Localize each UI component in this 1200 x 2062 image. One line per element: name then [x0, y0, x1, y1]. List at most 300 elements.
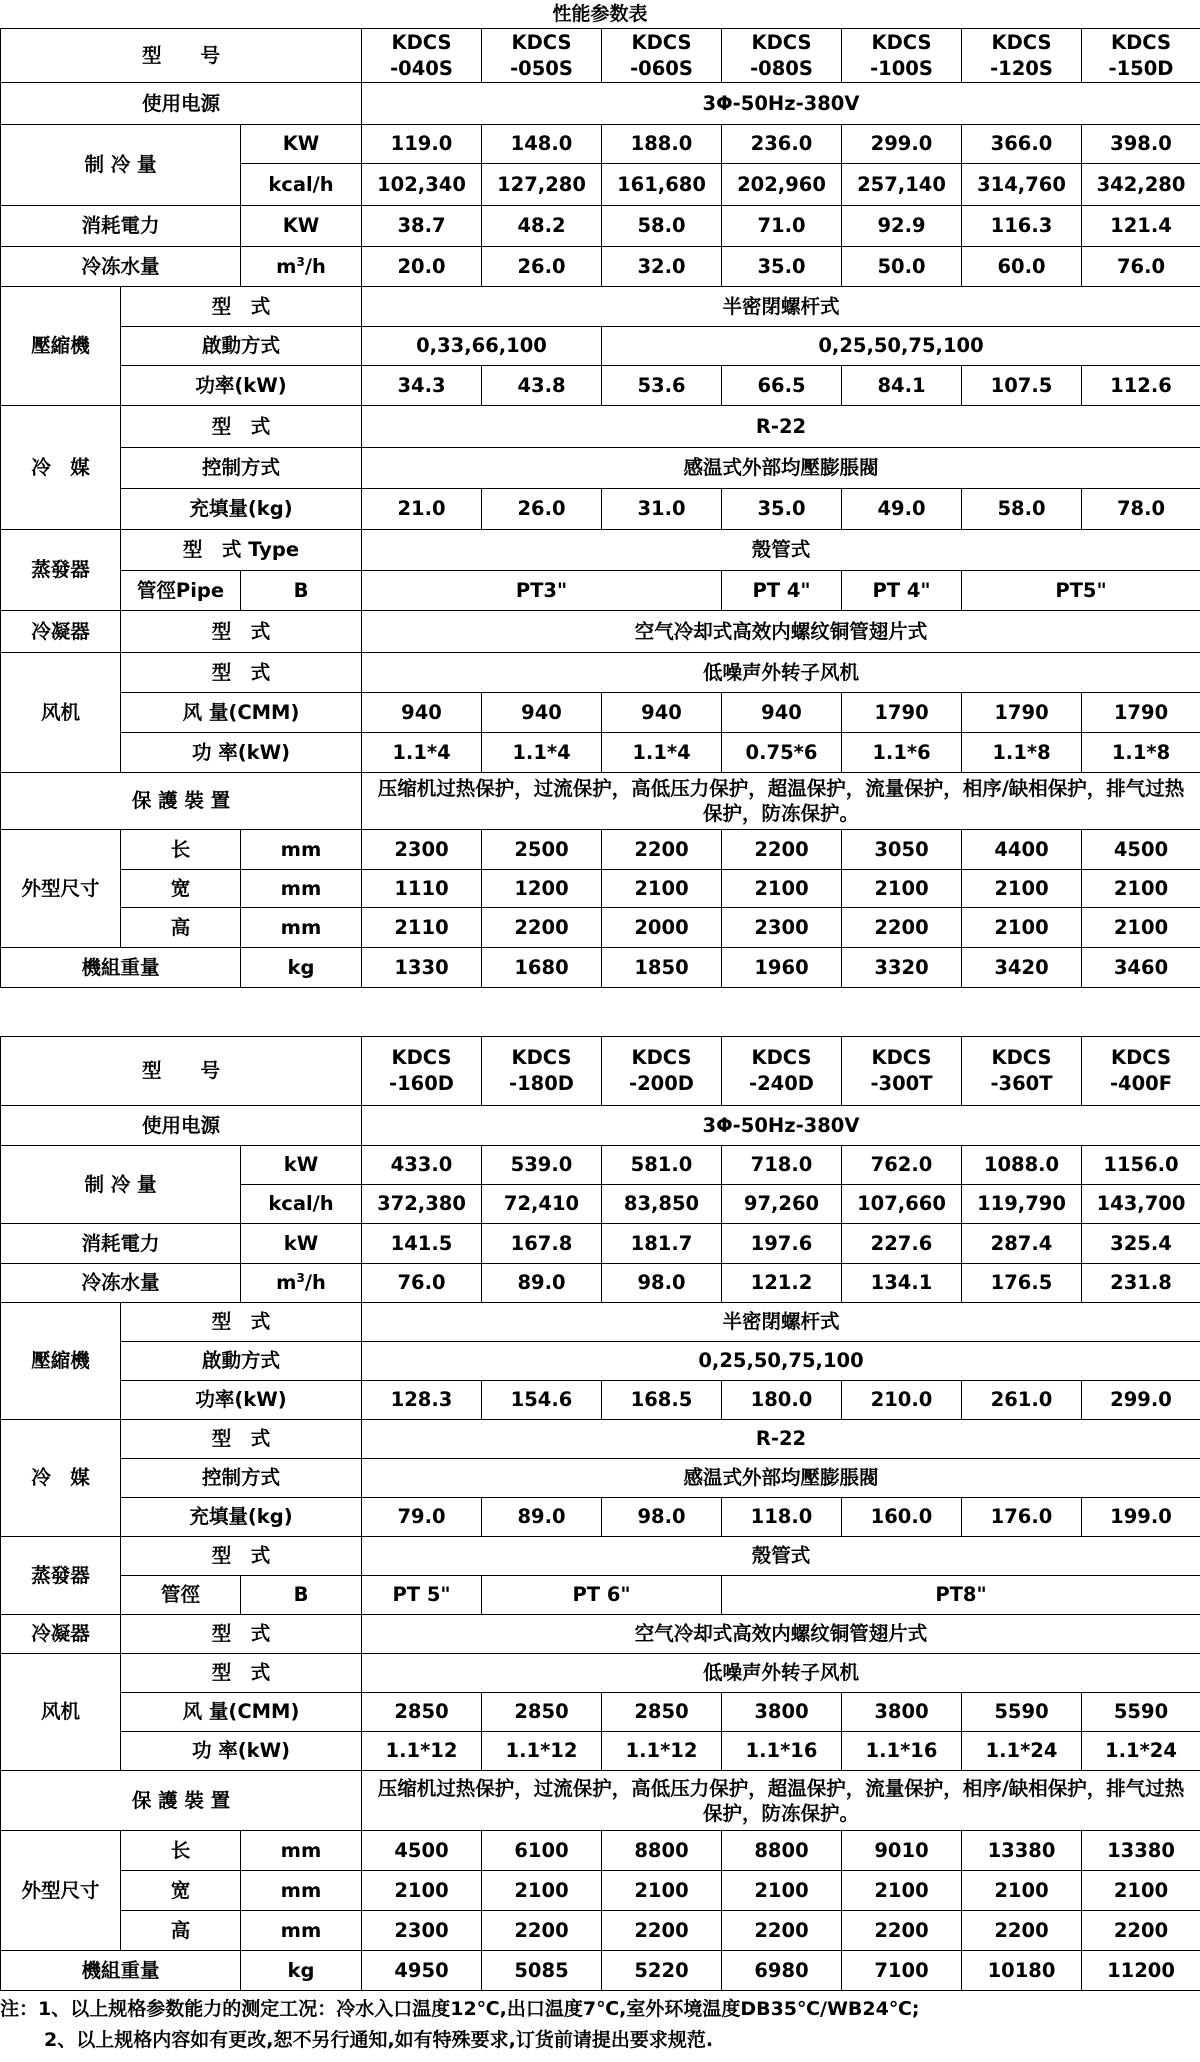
value-cell: 366.0 — [962, 125, 1082, 164]
airflow-label: 风 量(CMM) — [121, 693, 362, 733]
refrigerant-type-row — [1, 406, 1200, 448]
value-cell: 1960 — [722, 948, 842, 988]
unit-label: mm — [241, 1831, 362, 1871]
value-cell: 72,410 — [482, 1185, 602, 1224]
airflow-row — [1, 1693, 1200, 1732]
airflow-label: 风 量(CMM) — [121, 1693, 362, 1732]
value-cell: 43.8 — [482, 366, 602, 406]
power-kw-label: 功率(kW) — [121, 1381, 362, 1420]
control-mode-label: 控制方式 — [121, 448, 362, 489]
value-cell: 342,280 — [1082, 164, 1200, 206]
value-cell: 188.0 — [602, 125, 722, 164]
protection-label: 保 護 裝 置 — [1, 773, 362, 830]
model-cell: KDCS -200D — [602, 1037, 722, 1106]
value-cell: 49.0 — [842, 489, 962, 530]
fan-power-row — [1, 733, 1200, 773]
evaporator-type-row — [1, 1537, 1200, 1576]
value-cell: 21.0 — [362, 489, 482, 530]
start-mode-label: 啟動方式 — [121, 327, 362, 366]
charge-row — [1, 1498, 1200, 1537]
value-cell: 5220 — [602, 1951, 722, 1991]
fan-type-row — [1, 1654, 1200, 1693]
value-cell: 141.5 — [362, 1224, 482, 1264]
value-cell: 154.6 — [482, 1381, 602, 1420]
power-supply-row — [1, 1106, 1200, 1146]
charge-label: 充填量(kg) — [121, 489, 362, 530]
value-cell: 128.3 — [362, 1381, 482, 1420]
value-cell: 71.0 — [722, 206, 842, 247]
evaporator-type-value: 殼管式 — [362, 530, 1200, 571]
value-cell: 5590 — [1082, 1693, 1200, 1732]
value-cell: 2300 — [362, 1911, 482, 1951]
value-cell: 1.1*12 — [602, 1732, 722, 1771]
value-cell: 398.0 — [1082, 125, 1200, 164]
value-cell: 98.0 — [602, 1264, 722, 1303]
unit-label: B — [241, 1576, 362, 1615]
value-cell: 1.1*4 — [602, 733, 722, 773]
pipe-value: PT 4" — [842, 571, 962, 611]
value-cell: 1.1*12 — [362, 1732, 482, 1771]
value-cell: 116.3 — [962, 206, 1082, 247]
value-cell: 20.0 — [362, 247, 482, 287]
value-cell: 97,260 — [722, 1185, 842, 1224]
cooling-label: 制 冷 量 — [1, 125, 241, 206]
value-cell: 76.0 — [362, 1264, 482, 1303]
fan-label: 风机 — [1, 653, 121, 773]
table-title: 性能参数表 — [552, 3, 648, 25]
value-cell: 121.4 — [1082, 206, 1200, 247]
footnotes — [0, 1994, 1200, 2056]
model-cell: KDCS -040S — [362, 29, 482, 83]
start-mode-value: 0,25,50,75,100 — [602, 327, 1200, 366]
value-cell: 433.0 — [362, 1146, 482, 1185]
value-cell: 1850 — [602, 948, 722, 988]
condenser-label: 冷凝器 — [1, 1615, 121, 1654]
value-cell: 118.0 — [722, 1498, 842, 1537]
unit-label: $m^3/h$ — [241, 247, 362, 287]
refrigerant-label: 冷 媒 — [1, 1420, 121, 1537]
type-label: 型 式 — [121, 406, 362, 448]
value-cell: 1.1*8 — [962, 733, 1082, 773]
start-mode-row — [1, 1342, 1200, 1381]
value-cell: 26.0 — [482, 489, 602, 530]
power-kw-label: 功率(kW) — [121, 366, 362, 406]
type-label: 型 式 — [121, 1303, 362, 1342]
unit-label: kcal/h — [241, 1185, 362, 1224]
value-cell: 34.3 — [362, 366, 482, 406]
compressor-label: 壓縮機 — [1, 1303, 121, 1420]
condenser-row — [1, 611, 1200, 653]
value-cell: 143,700 — [1082, 1185, 1200, 1224]
value-cell: 3050 — [842, 830, 962, 870]
charge-label: 充填量(kg) — [121, 1498, 362, 1537]
unit-label: mm — [241, 1911, 362, 1951]
value-cell: 1790 — [1082, 693, 1200, 733]
pipe-row — [1, 571, 1200, 611]
evaporator-type-row — [1, 530, 1200, 571]
model-cell: KDCS -240D — [722, 1037, 842, 1106]
weight-label: 機組重量 — [1, 1951, 241, 1991]
value-cell: 176.0 — [962, 1498, 1082, 1537]
fan-power-label: 功 率(kW) — [121, 733, 362, 773]
value-cell: 13380 — [1082, 1831, 1200, 1871]
value-cell: 26.0 — [482, 247, 602, 287]
refrigerant-value: R-22 — [362, 1420, 1200, 1459]
footnote-line: 注：1、以上规格参数能力的测定工况：冷水入口温度12℃,出口温度7℃,室外环境温度DB35℃/WB24℃; — [0, 1998, 920, 2020]
control-mode-row — [1, 1459, 1200, 1498]
model-row — [1, 1037, 1200, 1106]
condenser-value: 空气冷却式高效内螺纹铜管翅片式 — [362, 1615, 1200, 1654]
value-cell: 372,380 — [362, 1185, 482, 1224]
value-cell: 1680 — [482, 948, 602, 988]
start-mode-row — [1, 327, 1200, 366]
condenser-value: 空气冷却式高效内螺纹铜管翅片式 — [362, 611, 1200, 653]
condenser-label: 冷凝器 — [1, 611, 121, 653]
height-row — [1, 1911, 1200, 1951]
value-cell: 1.1*12 — [482, 1732, 602, 1771]
value-cell: 299.0 — [842, 125, 962, 164]
value-cell: 1.1*24 — [1082, 1732, 1200, 1771]
compressor-power-row — [1, 366, 1200, 406]
value-cell: 257,140 — [842, 164, 962, 206]
height-label: 高 — [121, 1911, 241, 1951]
value-cell: 2100 — [962, 908, 1082, 948]
height-label: 高 — [121, 908, 241, 948]
pipe-row — [1, 1576, 1200, 1615]
type-label: 型 式 — [121, 1537, 362, 1576]
pipe-label: 管徑Pipe — [121, 571, 241, 611]
pipe-value: PT8" — [722, 1576, 1200, 1615]
value-cell: 102,340 — [362, 164, 482, 206]
type-label: 型 式 — [121, 287, 362, 327]
value-cell: 7100 — [842, 1951, 962, 1991]
value-cell: 2500 — [482, 830, 602, 870]
power-consumption-row — [1, 1224, 1200, 1264]
unit-label: $m^3/h$ — [241, 1264, 362, 1303]
compressor-type-row — [1, 287, 1200, 327]
dimensions-label: 外型尺寸 — [1, 1831, 121, 1951]
value-cell: 92.9 — [842, 206, 962, 247]
unit-label: B — [241, 571, 362, 611]
model-row — [1, 29, 1200, 83]
compressor-type-value: 半密閉螺杆式 — [362, 1303, 1200, 1342]
value-cell: 4500 — [1082, 830, 1200, 870]
value-cell: 2200 — [842, 908, 962, 948]
value-cell: 2100 — [602, 1871, 722, 1911]
value-cell: 2100 — [1082, 870, 1200, 908]
value-cell: 107,660 — [842, 1185, 962, 1224]
protection-row — [1, 773, 1200, 830]
chilled-water-row — [1, 247, 1200, 287]
value-cell: 31.0 — [602, 489, 722, 530]
power-supply-value: 3Φ-50Hz-380V — [362, 83, 1200, 125]
value-cell: 2200 — [482, 908, 602, 948]
dimensions-label: 外型尺寸 — [1, 830, 121, 948]
value-cell: 2200 — [482, 1911, 602, 1951]
protection-value: 压缩机过热保护，过流保护，高低压力保护，超温保护，流量保护，相序/缺相保护，排气过热保护，防冻保护。 — [362, 773, 1200, 830]
pipe-value: PT3" — [362, 571, 722, 611]
value-cell: 168.5 — [602, 1381, 722, 1420]
value-cell: 1.1*6 — [842, 733, 962, 773]
model-label: 型 号 — [1, 1037, 362, 1106]
value-cell: 78.0 — [1082, 489, 1200, 530]
cooling-kw-row — [1, 125, 1200, 164]
value-cell: 325.4 — [1082, 1224, 1200, 1264]
value-cell: 5590 — [962, 1693, 1082, 1732]
type-label: 型 式 — [121, 653, 362, 693]
value-cell: 4950 — [362, 1951, 482, 1991]
value-cell: 718.0 — [722, 1146, 842, 1185]
value-cell: 1.1*16 — [842, 1732, 962, 1771]
start-mode-value: 0,33,66,100 — [362, 327, 602, 366]
chilled-water-label: 冷冻水量 — [1, 1264, 241, 1303]
value-cell: 261.0 — [962, 1381, 1082, 1420]
compressor-type-row — [1, 1303, 1200, 1342]
pipe-label: 管徑 — [121, 1576, 241, 1615]
value-cell: 3800 — [722, 1693, 842, 1732]
value-cell: 76.0 — [1082, 247, 1200, 287]
unit-label: kW — [241, 1224, 362, 1264]
compressor-type-value: 半密閉螺杆式 — [362, 287, 1200, 327]
type-label: 型 式 Type — [121, 530, 362, 571]
value-cell: 1200 — [482, 870, 602, 908]
length-label: 长 — [121, 1831, 241, 1871]
length-label: 长 — [121, 830, 241, 870]
value-cell: 160.0 — [842, 1498, 962, 1537]
pipe-value: PT 4" — [722, 571, 842, 611]
value-cell: 8800 — [602, 1831, 722, 1871]
fan-type-value: 低噪声外转子风机 — [362, 653, 1200, 693]
value-cell: 35.0 — [722, 489, 842, 530]
cooling-label: 制 冷 量 — [1, 1146, 241, 1224]
model-cell: KDCS -150D — [1082, 29, 1200, 83]
value-cell: 84.1 — [842, 366, 962, 406]
value-cell: 0.75*6 — [722, 733, 842, 773]
power-supply-row — [1, 83, 1200, 125]
value-cell: 148.0 — [482, 125, 602, 164]
value-cell: 1330 — [362, 948, 482, 988]
value-cell: 6100 — [482, 1831, 602, 1871]
value-cell: 119.0 — [362, 125, 482, 164]
value-cell: 3800 — [842, 1693, 962, 1732]
value-cell: 1.1*8 — [1082, 733, 1200, 773]
value-cell: 1.1*4 — [362, 733, 482, 773]
charge-row — [1, 489, 1200, 530]
value-cell: 762.0 — [842, 1146, 962, 1185]
value-cell: 50.0 — [842, 247, 962, 287]
compressor-label: 壓縮機 — [1, 287, 121, 406]
value-cell: 167.8 — [482, 1224, 602, 1264]
unit-label: mm — [241, 908, 362, 948]
power-supply-label: 使用电源 — [1, 1106, 362, 1146]
value-cell: 2200 — [602, 1911, 722, 1951]
value-cell: 210.0 — [842, 1381, 962, 1420]
value-cell: 2100 — [482, 1871, 602, 1911]
value-cell: 940 — [722, 693, 842, 733]
value-cell: 3320 — [842, 948, 962, 988]
value-cell: 940 — [482, 693, 602, 733]
evaporator-label: 蒸發器 — [1, 1537, 121, 1615]
value-cell: 58.0 — [962, 489, 1082, 530]
unit-label: mm — [241, 830, 362, 870]
type-label: 型 式 — [121, 611, 362, 653]
value-cell: 2850 — [602, 1693, 722, 1732]
value-cell: 38.7 — [362, 206, 482, 247]
value-cell: 231.8 — [1082, 1264, 1200, 1303]
value-cell: 1088.0 — [962, 1146, 1082, 1185]
model-cell: KDCS -050S — [482, 29, 602, 83]
value-cell: 3420 — [962, 948, 1082, 988]
model-cell: KDCS -160D — [362, 1037, 482, 1106]
unit-label: kW — [241, 1146, 362, 1185]
pipe-value: PT5" — [962, 571, 1200, 611]
height-row — [1, 908, 1200, 948]
value-cell: 2100 — [1082, 1871, 1200, 1911]
fan-power-label: 功 率(kW) — [121, 1732, 362, 1771]
width-label: 宽 — [121, 1871, 241, 1911]
power-consumption-label: 消耗電力 — [1, 1224, 241, 1264]
value-cell: 2300 — [362, 830, 482, 870]
value-cell: 2100 — [962, 870, 1082, 908]
value-cell: 1790 — [962, 693, 1082, 733]
spec-table-2 — [0, 1036, 1200, 1991]
control-mode-row — [1, 448, 1200, 489]
value-cell: 107.5 — [962, 366, 1082, 406]
model-cell: KDCS -400F — [1082, 1037, 1200, 1106]
width-label: 宽 — [121, 870, 241, 908]
value-cell: 2100 — [602, 870, 722, 908]
value-cell: 2100 — [362, 1871, 482, 1911]
footnote-line: 2、以上规格内容如有更改,恕不另行通知,如有特殊要求,订货前请提出要求规范. — [44, 2029, 714, 2051]
value-cell: 9010 — [842, 1831, 962, 1871]
value-cell: 2100 — [842, 870, 962, 908]
value-cell: 2200 — [602, 830, 722, 870]
value-cell: 197.6 — [722, 1224, 842, 1264]
value-cell: 11200 — [1082, 1951, 1200, 1991]
value-cell: 236.0 — [722, 125, 842, 164]
weight-row — [1, 1951, 1200, 1991]
control-mode-value: 感温式外部均壓膨脹閥 — [362, 448, 1200, 489]
width-row — [1, 1871, 1200, 1911]
refrigerant-value: R-22 — [362, 406, 1200, 448]
protection-value: 压缩机过热保护，过流保护，高低压力保护，超温保护，流量保护，相序/缺相保护，排气过热保护，防冻保护。 — [362, 1771, 1200, 1831]
value-cell: 176.5 — [962, 1264, 1082, 1303]
value-cell: 79.0 — [362, 1498, 482, 1537]
model-cell: KDCS -100S — [842, 29, 962, 83]
value-cell: 2200 — [962, 1911, 1082, 1951]
value-cell: 2100 — [722, 870, 842, 908]
value-cell: 180.0 — [722, 1381, 842, 1420]
value-cell: 940 — [362, 693, 482, 733]
control-mode-value: 感温式外部均壓膨脹閥 — [362, 1459, 1200, 1498]
value-cell: 940 — [602, 693, 722, 733]
control-mode-label: 控制方式 — [121, 1459, 362, 1498]
protection-row — [1, 1771, 1200, 1831]
value-cell: 1.1*24 — [962, 1732, 1082, 1771]
model-cell: KDCS -300T — [842, 1037, 962, 1106]
value-cell: 1.1*4 — [482, 733, 602, 773]
pipe-value: PT 6" — [482, 1576, 722, 1615]
power-consumption-row — [1, 206, 1200, 247]
condenser-row — [1, 1615, 1200, 1654]
value-cell: 4400 — [962, 830, 1082, 870]
value-cell: 6980 — [722, 1951, 842, 1991]
airflow-row — [1, 693, 1200, 733]
chilled-water-label: 冷冻水量 — [1, 247, 241, 287]
value-cell: 48.2 — [482, 206, 602, 247]
type-label: 型 式 — [121, 1654, 362, 1693]
start-mode-value: 0,25,50,75,100 — [362, 1342, 1200, 1381]
unit-label: mm — [241, 1871, 362, 1911]
value-cell: 4500 — [362, 1831, 482, 1871]
length-row — [1, 830, 1200, 870]
value-cell: 2200 — [722, 1911, 842, 1951]
value-cell: 199.0 — [1082, 1498, 1200, 1537]
value-cell: 2850 — [482, 1693, 602, 1732]
pipe-value: PT 5" — [362, 1576, 482, 1615]
value-cell: 227.6 — [842, 1224, 962, 1264]
spec-table-1 — [0, 28, 1200, 988]
fan-type-row — [1, 653, 1200, 693]
value-cell: 112.6 — [1082, 366, 1200, 406]
unit-label: mm — [241, 870, 362, 908]
unit-label: kg — [241, 948, 362, 988]
value-cell: 89.0 — [482, 1264, 602, 1303]
value-cell: 299.0 — [1082, 1381, 1200, 1420]
chilled-water-row — [1, 1264, 1200, 1303]
type-label: 型 式 — [121, 1615, 362, 1654]
value-cell: 119,790 — [962, 1185, 1082, 1224]
value-cell: 2300 — [722, 908, 842, 948]
evaporator-type-value: 殼管式 — [362, 1537, 1200, 1576]
refrigerant-label: 冷 媒 — [1, 406, 121, 530]
value-cell: 121.2 — [722, 1264, 842, 1303]
value-cell: 581.0 — [602, 1146, 722, 1185]
model-cell: KDCS -360T — [962, 1037, 1082, 1106]
model-label: 型 号 — [1, 29, 362, 83]
compressor-power-row — [1, 1381, 1200, 1420]
fan-type-value: 低噪声外转子风机 — [362, 1654, 1200, 1693]
value-cell: 314,760 — [962, 164, 1082, 206]
power-supply-label: 使用电源 — [1, 83, 362, 125]
value-cell: 202,960 — [722, 164, 842, 206]
value-cell: 2100 — [722, 1871, 842, 1911]
start-mode-label: 啟動方式 — [121, 1342, 362, 1381]
value-cell: 66.5 — [722, 366, 842, 406]
value-cell: 1156.0 — [1082, 1146, 1200, 1185]
power-consumption-label: 消耗電力 — [1, 206, 241, 247]
value-cell: 83,850 — [602, 1185, 722, 1224]
value-cell: 181.7 — [602, 1224, 722, 1264]
model-cell: KDCS -060S — [602, 29, 722, 83]
value-cell: 287.4 — [962, 1224, 1082, 1264]
value-cell: 32.0 — [602, 247, 722, 287]
protection-label: 保 護 裝 置 — [1, 1771, 362, 1831]
value-cell: 1.1*16 — [722, 1732, 842, 1771]
power-supply-value: 3Φ-50Hz-380V — [362, 1106, 1200, 1146]
refrigerant-type-row — [1, 1420, 1200, 1459]
type-label: 型 式 — [121, 1420, 362, 1459]
unit-label: KW — [241, 125, 362, 164]
value-cell: 1790 — [842, 693, 962, 733]
value-cell: 53.6 — [602, 366, 722, 406]
value-cell: 2110 — [362, 908, 482, 948]
weight-row — [1, 948, 1200, 988]
length-row — [1, 1831, 1200, 1871]
fan-label: 风机 — [1, 1654, 121, 1771]
value-cell: 134.1 — [842, 1264, 962, 1303]
value-cell: 2100 — [962, 1871, 1082, 1911]
